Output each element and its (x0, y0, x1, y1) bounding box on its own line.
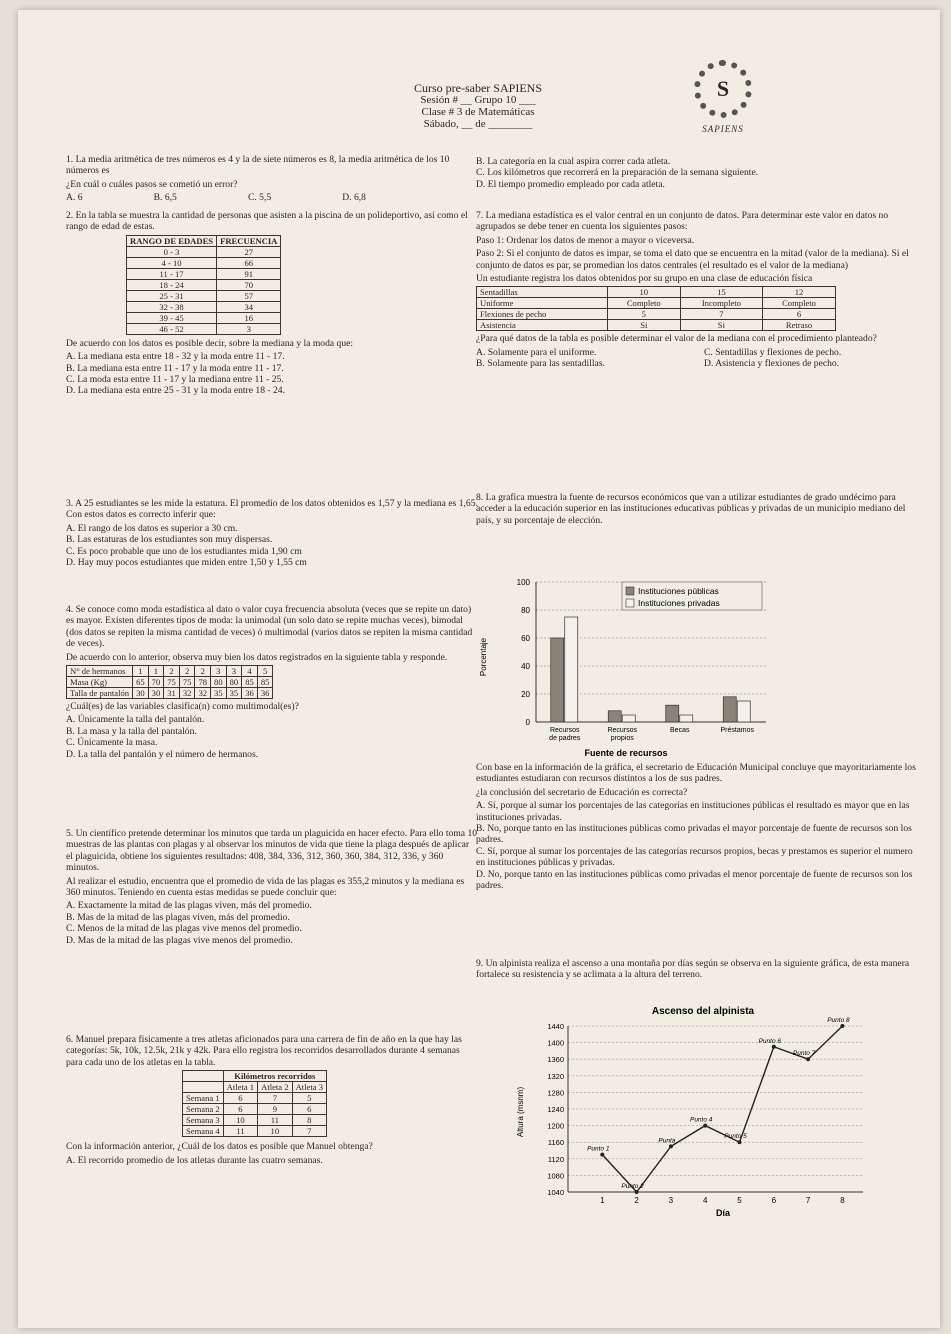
bar-mark (565, 617, 578, 722)
line-xtick-label: 5 (737, 1196, 742, 1205)
q4-options: A. Únicamente la talla del pantalón. B. La masa y la talla del pantalón. C. Únicamente la masa. D. La talla del pantalón y el número de hermanos. (66, 714, 259, 760)
bar-category-label: Recursos (607, 727, 638, 734)
gear-logo-icon: S (694, 60, 752, 118)
table-row: Masa (Kg) 65 70 75 75 78 80 80 85 85 (67, 677, 273, 688)
line-chart-title: Ascenso del alpinista (651, 1006, 755, 1017)
resources-bar-chart (476, 562, 776, 762)
physical-education-table (476, 286, 836, 331)
line-point-label: Punto 5 (724, 1133, 747, 1141)
athletes-km-table: Kilómetros recorridos Atleta 1 Atleta 2 Atleta 3 Semana 1 6 7 5 Semana 2 6 9 6 Semana 3 10 11 8 Semana 4 11 10 7 (182, 1070, 327, 1137)
line-ytick-label: 1240 (547, 1105, 564, 1114)
legend-swatch (626, 599, 634, 607)
question-8-continued: Con base en la información de la gráfica, el secretario de Educación Municipal concluye que mayoritariamente los estudiantes estudiaran con recursos distintos a los de sus padres. ¿la conclusión del secretario de Educación es correcta? A. Sí, porque al sumar los porcentajes de las categorías en instituciones públicas el resultado es mayor que en las instituciones privadas. B. No, porque tanto en las instituciones públicas como privadas el mayor porcentaje de fuente de recursos son los padres. C. Sí, porque al sumar los porcentajes de las categorías recursos propios, becas y prestamos es superior el numero en instituciones públicas y privadas. D. No, porque tanto en las instituciones públicas como privadas el menor porcentaje de fuente de recursos son los padres. (476, 762, 924, 891)
q2-options: A. La mediana esta entre 18 - 32 y la moda entre 11 - 17. B. La mediana esta entre 11 - 17 y la moda entre 11 - 17. C. La moda esta entre 11 - 17 y la mediana entre 11 - 25. D. La mediana esta entre 25 - 31 y la moda entre 18 - 24. (66, 351, 285, 397)
table-row: 39 - 45 16 (127, 312, 281, 323)
table-row: 25 - 31 57 (127, 290, 281, 301)
bar-category-label-2: de padres (549, 735, 581, 742)
table-row: Semana 2 6 9 6 (183, 1104, 327, 1115)
table-row: Semana 4 11 10 7 (183, 1126, 327, 1137)
bar-ytick-label: 60 (521, 634, 530, 643)
q1-options: A. 6 B. 6,5 C. 5,5 D. 6,8 (66, 192, 366, 204)
question-1: 1. La media aritmética de tres números es 4 y la de siete números es 8, la media aritmética de los 10 números es ¿En cuál o cuáles pasos se cometió un error? A. 6 B. 6,5 C. 5,5 D. 6,8 (66, 154, 450, 204)
line-point (806, 1057, 810, 1061)
q8-options: A. Sí, porque al sumar los porcentajes de las categorías en instituciones públicas el resultado es mayor que en las instituciones privadas. B. No, porque tanto en las instituciones públicas como privadas el mayor porcentaje de fuente de recursos son los padres. C. Sí, porque al sumar los porcentajes de las categorías recursos propios, becas y prestamos es superior el numero en instituciones públicas y privadas. D. No, porque tanto en las instituciones públicas como privadas el menor porcentaje de fuente de recursos son los padres. (476, 800, 913, 892)
course-title: Curso pre-saber SAPIENS (414, 81, 542, 95)
line-point (635, 1190, 639, 1194)
line-point-label: Punta (658, 1137, 676, 1145)
line-point-label: Punto 2 (621, 1183, 644, 1190)
line-xtick-label: 4 (702, 1196, 708, 1205)
bar-ytick-label: 80 (521, 606, 530, 615)
line-point-label: Punto 7 (792, 1050, 816, 1058)
question-3: 3. A 25 estudiantes se les mide la estatura. El promedio de los datos obtenidos es 1,57 y la mediana es 1,65. Con estos datos es correcto inferir que: A. El rango de los datos es superior a 30 cm. B. Las estaturas de los estudiantes son muy dispersas. C. Es poco probable que uno de los estudiantes mida 1,90 cm D. Hay muy pocos estudiantes que miden entre 1,50 y 1,55 cm (66, 498, 478, 569)
climber-line-chart (513, 1002, 883, 1220)
line-plot-area (547, 1017, 863, 1205)
line-ytick-label: 1080 (547, 1171, 564, 1181)
bar-mark (680, 715, 693, 722)
table-row: Asistencia Si Si Retraso (477, 320, 836, 331)
q3-options: A. El rango de los datos es superior a 30 cm. B. Las estaturas de los estudiantes son muy dispersas. C. Es poco probable que uno de los estudiantes mida 1,90 cm D. Hay muy pocos estudiantes que miden entre 1,50 y 1,55 cm (66, 522, 307, 569)
session-line: Sesión # __ Grupo 10 ___ (420, 94, 536, 106)
line-ytick-label: 1160 (547, 1138, 564, 1148)
line-xtick-label: 1 (600, 1196, 605, 1205)
class-line: Clase # 3 de Matemáticas (421, 106, 535, 118)
table-row: Uniforme Completo Incompleto Completo (477, 298, 836, 309)
line-point (840, 1024, 844, 1028)
table-row: 4 - 10 66 (127, 257, 281, 268)
line-xtick-label: 3 (668, 1196, 674, 1205)
sapiens-logo (678, 60, 768, 134)
bar-ytick-label: 100 (516, 578, 530, 587)
line-ytick-label: 1320 (547, 1071, 564, 1081)
line-ytick-label: 1120 (547, 1154, 564, 1164)
bar-mark (666, 705, 679, 722)
table-row: 0 - 3 27 (127, 246, 281, 257)
bar-chart-ylabel: Porcentaje (479, 637, 488, 677)
line-point-label: Punto 8 (827, 1017, 850, 1024)
legend-swatch (626, 587, 634, 595)
question-9: 9. Un alpinista realiza el ascenso a una montaña por días según se observa en la siguiente gráfica, de esta manera fortalece su resistencia y se aclimata a la altura del terreno. (476, 958, 910, 981)
table-row: Semana 1 6 7 5 (183, 1093, 327, 1104)
table-row: 46 - 52 3 (127, 323, 281, 334)
question-4: 4. Se conoce como moda estadística al dato o valor cuya frecuencia absoluta (veces que se repite un dato) es mayor. Existen diferentes tipos de moda: la unimodal (un solo dato se repite muchas veces), bimodal (dos datos se repiten la misma cantidad de veces) ó multimodal (varios datos se repiten la misma cantidad de veces). De acuerdo con lo anterior, observa muy bien los datos registrados en la siguiente tabla y responde. N° de hermanos 1 1 2 2 2 3 3 4 5 Masa (Kg) 65 70 75 75 78 80 80 85 85 Talla de pantalón 30 30 31 32 32 35 35 36 36 ¿Cuál(es) de las variables clasifica(n) como multimodal(es)? A. Únicamente la talla del pantalón. B. La masa y la talla del pantalón. C. Únicamente la masa. D. La talla del pantalón y el número de hermanos. (66, 604, 478, 760)
line-ytick-label: 1400 (547, 1038, 564, 1048)
bar-chart-xlabel: Fuente de recursos (584, 748, 668, 758)
bar-category-label: Préstamos (720, 727, 754, 734)
line-chart-ylabel: Altura (msnm) (516, 1086, 525, 1138)
line-point (772, 1045, 776, 1049)
line-point (703, 1124, 707, 1128)
line-ytick-label: 1040 (547, 1188, 564, 1197)
line-point-label: Punto 1 (587, 1145, 610, 1153)
table-row: 11 - 17 91 (127, 268, 281, 279)
bar-plot-area (517, 578, 766, 742)
q7-options: A. Solamente para el uniforme. C. Sentadillas y flexiones de pecho. B. Solamente para las sentadillas. D. Asistencia y flexiones de pecho. (476, 346, 842, 370)
age-frequency-table: RANGO DE EDADES FRECUENCIA 0 - 3 27 4 - 10 66 11 - 17 91 18 - 24 70 25 - 31 57 32 - 38 34 39 - 45 16 46 - 52 3 (126, 235, 281, 335)
table-row: 32 - 38 34 (127, 301, 281, 312)
line-point-label: Punto 6 (758, 1037, 782, 1045)
line-xtick-label: 8 (840, 1196, 845, 1205)
bar-category-label: Recursos (549, 727, 580, 734)
worksheet-header (358, 82, 598, 130)
table-row: Talla de pantalón 30 30 31 32 32 35 35 36 36 (67, 688, 273, 699)
table-row: Sentadillas 10 15 12 (477, 287, 836, 298)
logo-name: SAPIENS (702, 124, 744, 134)
line-ytick-label: 1360 (547, 1055, 564, 1065)
question-6: 6. Manuel prepara físicamente a tres atletas aficionados para una carrera de fin de año en la que hay las categorías: 5k, 10k, 12.5k, 21k y 42k. Para ello registra los recorridos desarrollados durante 4 semanas para cada uno de los atletas en la tabla. Kilómetros recorridos Atleta 1 Atleta 2 Atleta 3 Semana 1 6 7 5 Semana 2 6 9 6 Semana 3 10 11 8 Semana 4 11 10 7 Con la información anterior, ¿Cuál de los datos es posible que Manuel obtenga? A. El recorrido promedio de los atletas durante las cuatro semanas. (66, 1034, 462, 1166)
bar-mark (622, 715, 635, 722)
bar-ytick-label: 0 (525, 718, 530, 727)
question-2: 2. En la tabla se muestra la cantidad de personas que asisten a la piscina de un polideportivo, así como el rango de edad de estas. RANGO DE EDADES FRECUENCIA 0 - 3 27 4 - 10 66 11 - 17 91 18 - 24 70 25 - 31 57 32 - 38 34 39 - 45 16 46 - 52 3 De acuerdo con los datos es posible decir, sobre la mediana y la moda que: A. La mediana esta entre 18 - 32 y la moda entre 11 - 17. B. La mediana esta entre 11 - 17 y la moda entre 11 - 17. C. La moda esta entre 11 - 17 y la mediana entre 11 - 25. D. La mediana esta entre 25 - 31 y la moda entre 18 - 24. (66, 210, 478, 397)
worksheet-page (18, 10, 940, 1328)
line-ytick-label: 1280 (547, 1088, 564, 1098)
question-5: 5. Un científico pretende determinar los minutos que tarda un plaguicida en hacer efecto. Para ello toma 10 muestras de las plantas con plagas y al observar los minutos de vida que tiene la plaga después de aplicar el plaguicida, obtiene los siguientes resultados: 408, 384, 336, 312, 360, 360, 384, 312, 336, y 360 minutos. Al realizar el estudio, encuentra que el promedio de vida de las plagas es 355,2 minutos y la mediana es 360 minutos. Teniendo en cuenta estas medidas se puede concluir que: A. Exactamente la mitad de las plagas viven, más del promedio. B. Mas de la mitad de las plagas viven, más del promedio. C. Menos de la mitad de las plagas vive menos del promedio. D. Mas de la mitad de las plagas vive menos del promedio. (66, 828, 478, 946)
bar-ytick-label: 40 (521, 662, 530, 671)
line-point (669, 1144, 673, 1148)
bar-mark (551, 638, 564, 722)
bar-category-label-2: propios (610, 735, 634, 742)
question-6-continued: B. La categoría en la cual aspira correr cada atleta. C. Los kilómetros que recorrerá en la preparación de la semana siguiente. D. El tiempo promedio empleado por cada atleta. (476, 156, 759, 190)
line-xtick-label: 6 (771, 1196, 777, 1205)
question-8: 8. La grafica muestra la fuente de recursos económicos que van a utilizar estudiantes de grado undécimo para acceder a la educación superior en las instituciones educativas públicas y privadas de un municipio mediano del país, y su porcentaje de elección. (476, 492, 906, 526)
line-point-label: Punto 4 (689, 1116, 713, 1124)
line-xtick-label: 7 (805, 1196, 811, 1205)
line-ytick-label: 1440 (547, 1022, 564, 1031)
table-row: Semana 3 10 11 8 (183, 1115, 327, 1126)
q5-options: A. Exactamente la mitad de las plagas viven, más del promedio. B. Mas de la mitad de las plagas viven, más del promedio. C. Menos de la mitad de las plagas vive menos del promedio. D. Mas de la mitad de las plagas vive menos del promedio. (66, 900, 312, 946)
table-row: N° de hermanos 1 1 2 2 2 3 3 4 5 (67, 666, 273, 677)
line-xtick-label: 2 (634, 1196, 639, 1205)
line-point (600, 1153, 604, 1157)
bar-ytick-label: 20 (521, 690, 530, 699)
table-row: 18 - 24 70 (127, 279, 281, 290)
bar-mark (723, 697, 736, 722)
bar-mark (608, 711, 621, 722)
line-chart-xlabel: Día (715, 1208, 731, 1218)
siblings-mass-size-table (66, 665, 273, 699)
line-ytick-label: 1200 (547, 1121, 564, 1131)
line-point (738, 1140, 742, 1144)
question-7: 7. La mediana estadística es el valor central en un conjunto de datos. Para determinar este valor en datos no agrupados se debe tener en cuenta los siguientes pasos: Paso 1: Ordenar los datos de menor a mayor o viceversa. Paso 2: Si el conjunto de datos es impar, se toma el dato que se encuentra en la mitad (valor de la mediana). Si el conjunto de datos es par, se promedian los datos centrales (el resultado es el valor de la mediana) Un estudiante registra los datos obtenidos por su grupo en una clase de educación física Sentadillas 10 15 12 Uniforme Completo Incompleto Completo Flexiones de pecho 5 7 6 Asistencia Si Si Retraso ¿Para qué datos de la tabla es posible determinar el valor de la mediana con el procedimiento planteado? A. Solamente para el uniforme. C. Sentadillas y flexiones de pecho. B. Solamente para las sentadillas. D. Asistencia y flexiones de pecho. (476, 210, 924, 370)
bar-category-label: Becas (670, 727, 690, 734)
table-row: Flexiones de pecho 5 7 6 (477, 309, 836, 320)
legend-entry: Instituciones públicas (638, 586, 719, 596)
date-line: Sábado, __ de ________ (423, 118, 533, 130)
bar-mark (737, 701, 750, 722)
legend-entry: Instituciones privadas (638, 598, 720, 608)
